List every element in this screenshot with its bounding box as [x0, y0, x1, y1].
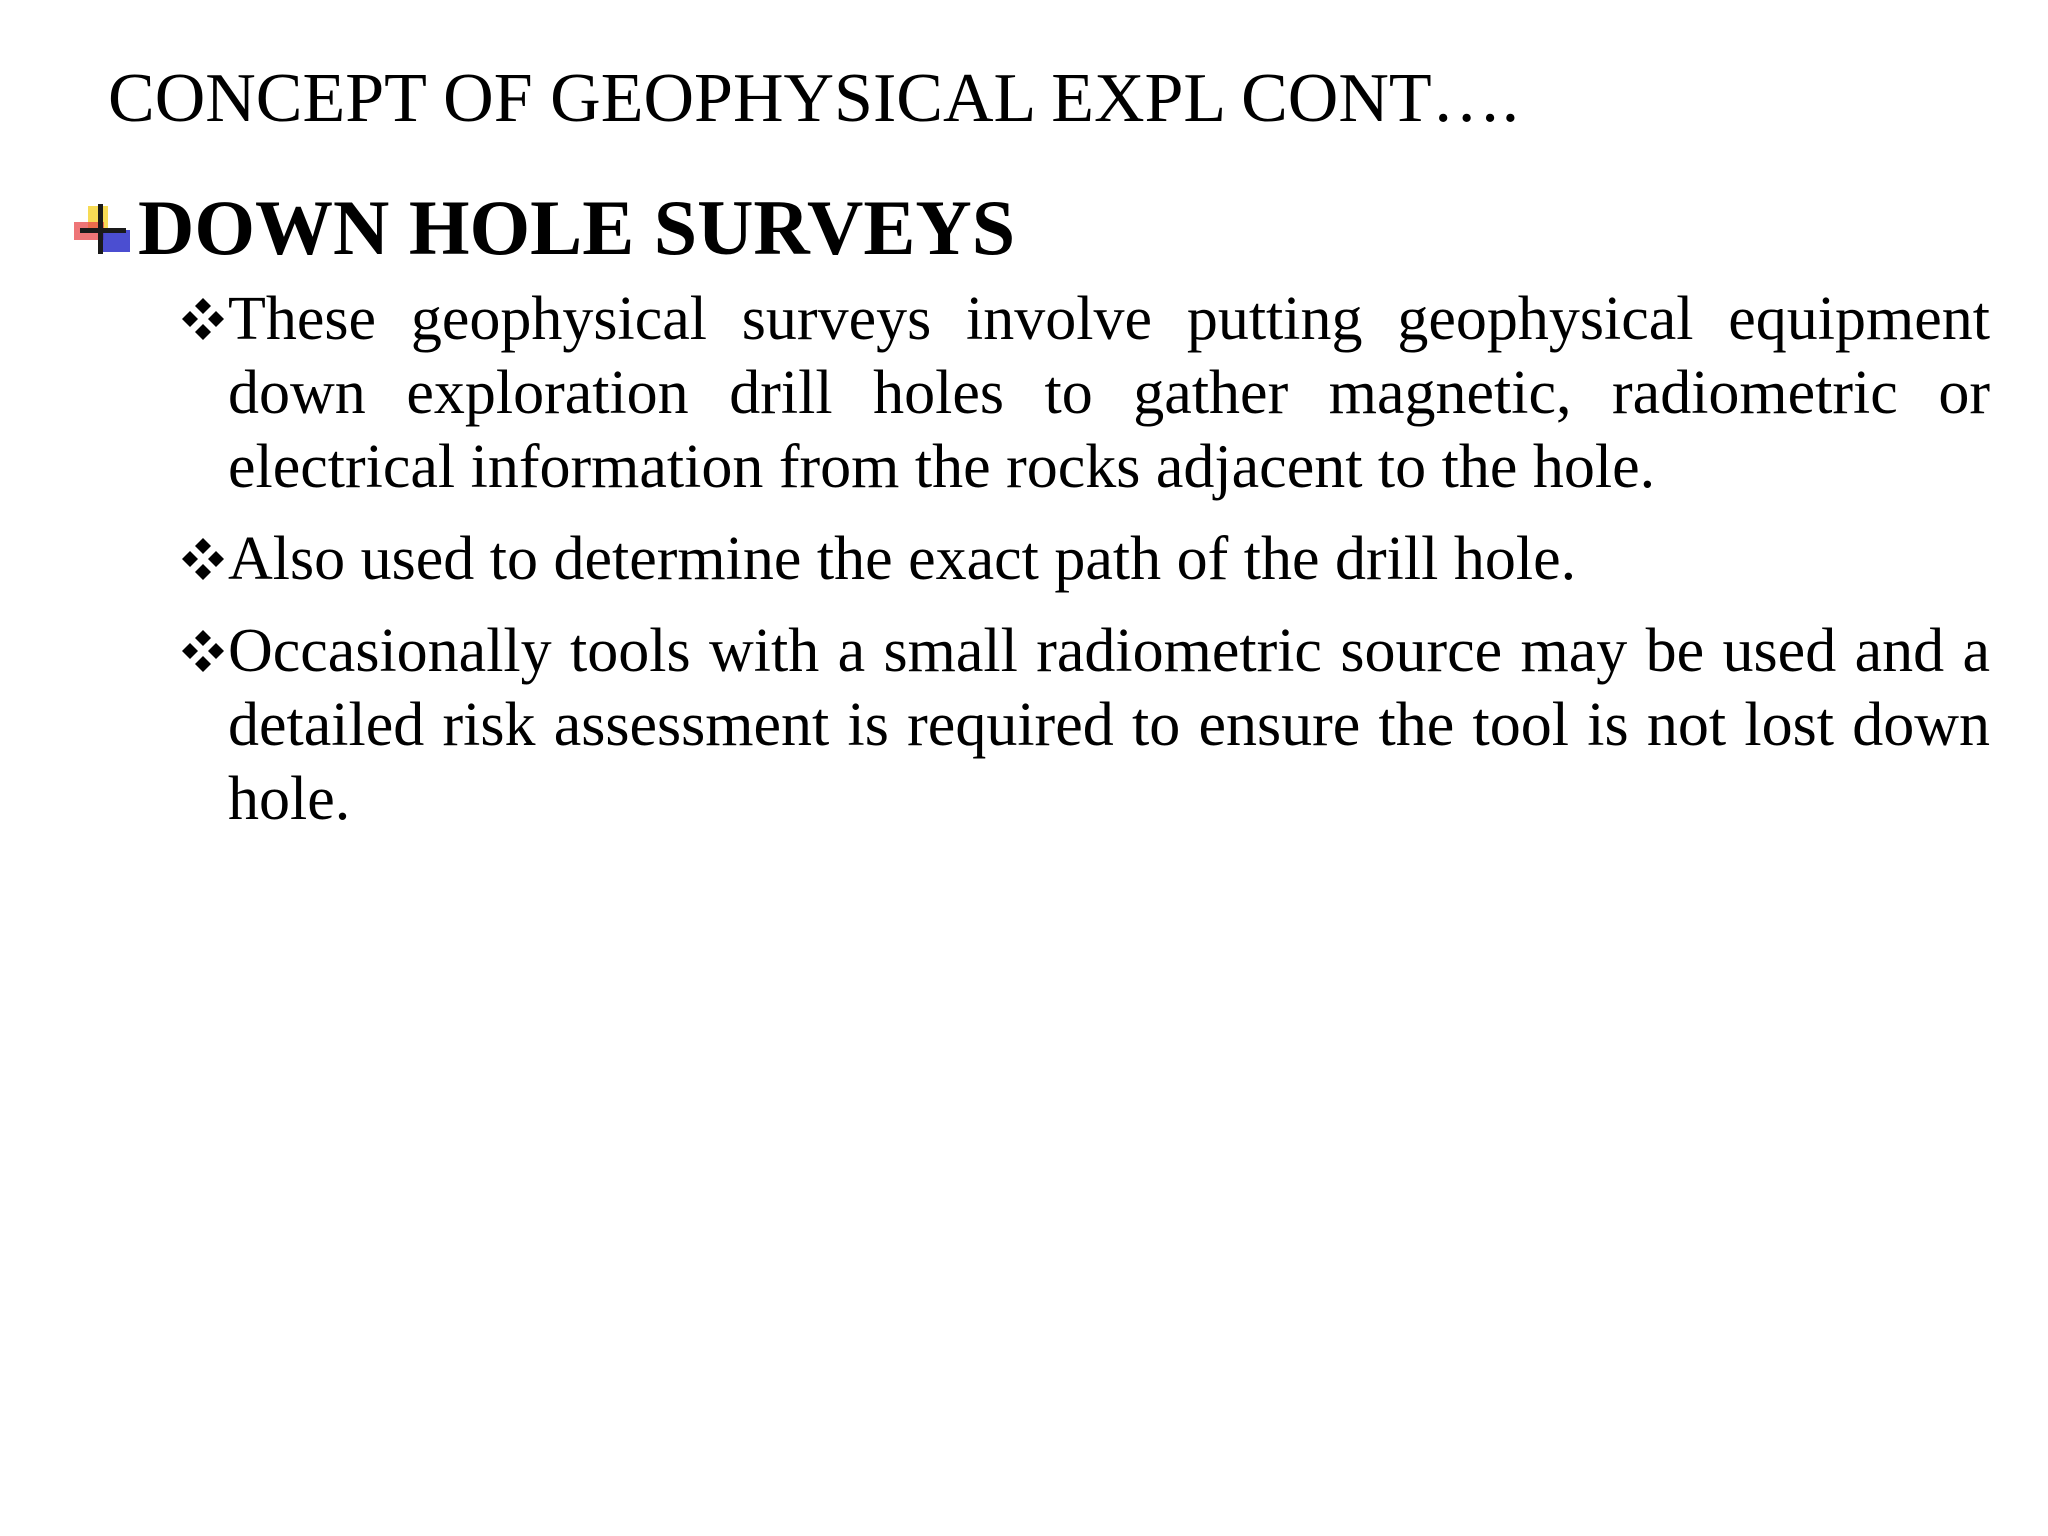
four-diamond-bullet-icon — [180, 628, 226, 674]
slide-title: CONCEPT OF GEOPHYSICAL EXPL CONT…. — [108, 60, 1520, 137]
colored-cross-bullet-icon — [72, 198, 132, 258]
list-item — [180, 282, 1990, 504]
bullet-text: Occasionally tools with a small radiometric source may be used and a detailed risk assessment is required to ensure the tool is not lost down hole. — [228, 617, 1990, 833]
section-heading-text: DOWN HOLE SURVEYS — [138, 184, 1016, 271]
list-item — [180, 614, 1990, 836]
section-heading — [72, 183, 1015, 273]
bullet-list — [180, 282, 1990, 854]
four-diamond-bullet-icon — [180, 296, 226, 342]
bullet-text: These geophysical surveys involve putting geophysical equipment down exploration drill holes to gather magnetic, radiometric or electrical information from the rocks adjacent to the hole. — [228, 285, 1990, 501]
bullet-text: Also used to determine the exact path of the drill hole. — [228, 525, 1577, 593]
list-item — [180, 522, 1990, 596]
four-diamond-bullet-icon — [180, 536, 226, 582]
